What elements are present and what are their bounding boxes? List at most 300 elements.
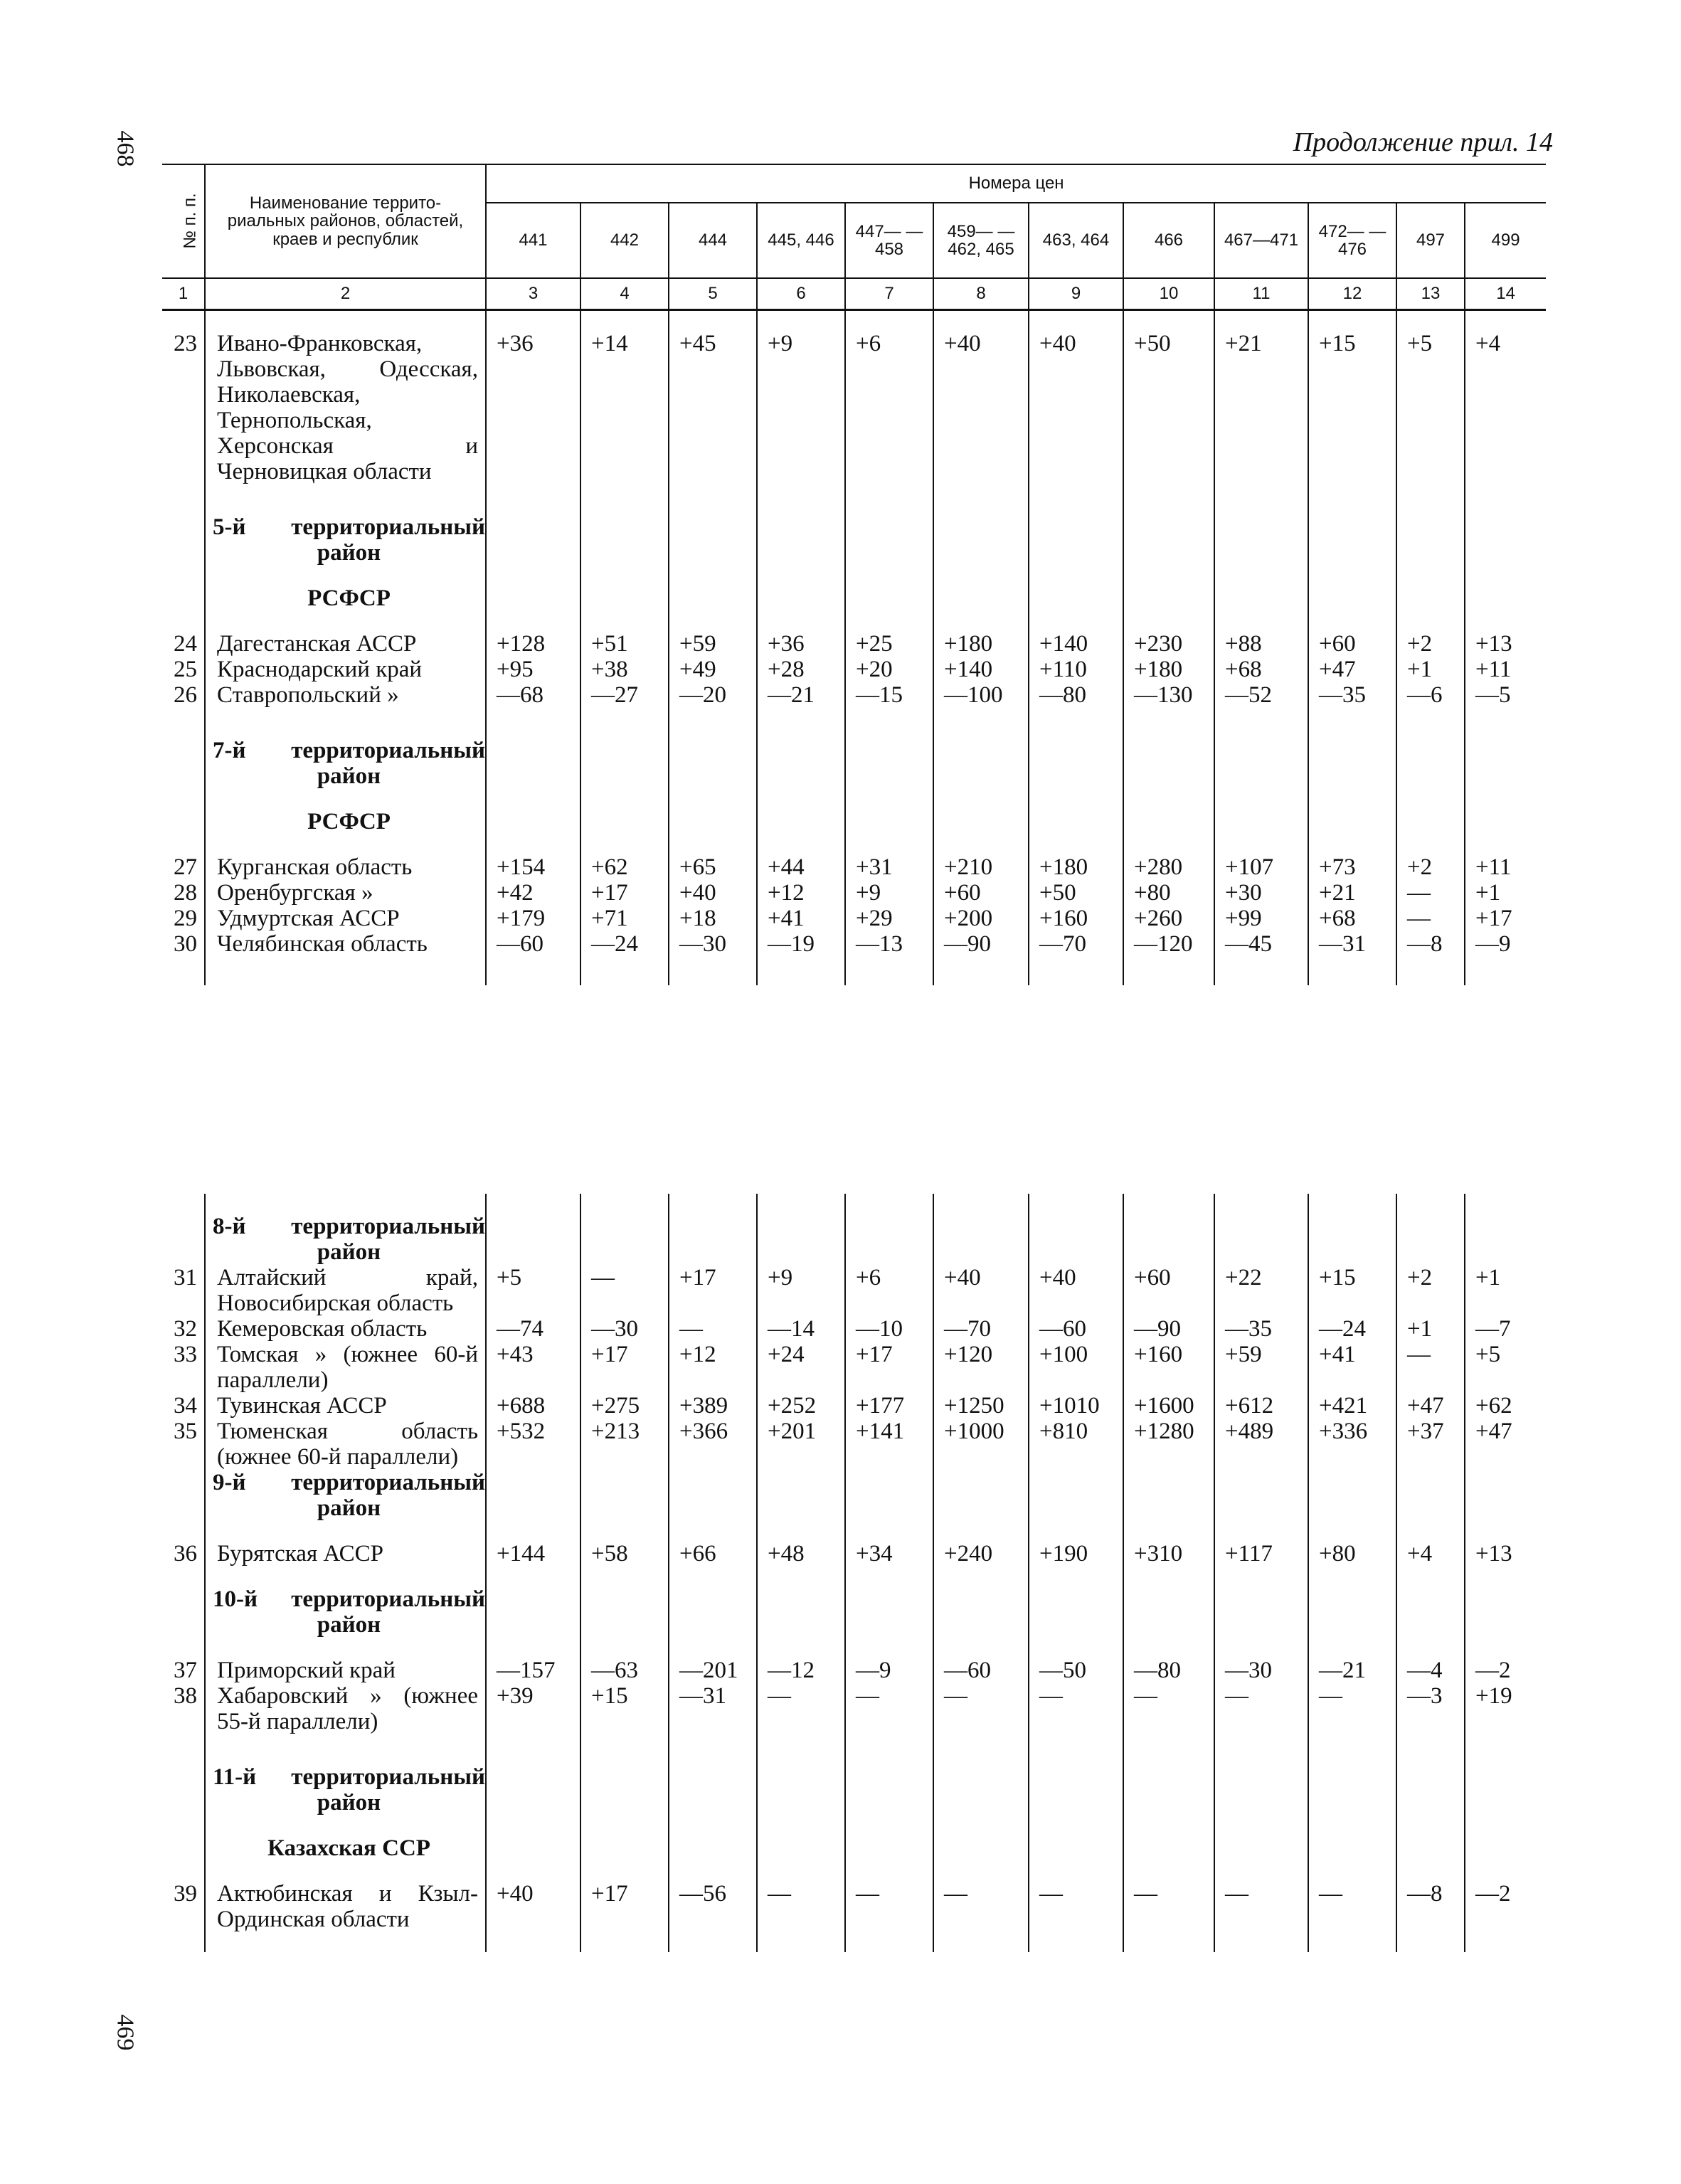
value-cell: +280 [1123,854,1214,880]
value-cell: +4 [1465,331,1546,484]
table-row [162,931,1546,957]
value-cell: +6 [845,1265,933,1316]
value-cell: +128 [486,631,580,657]
header-col: 497 [1396,203,1465,278]
region-name: Кемеровская область [205,1316,486,1342]
header-col: 447— —458 [845,203,933,278]
value-cell: +48 [757,1541,845,1567]
value-cell: +9 [845,880,933,906]
region-name: Алтайский край, Новосибирская область [205,1265,486,1316]
value-cell: +421 [1308,1393,1396,1419]
value-cell: +532 [486,1419,580,1470]
value-cell: +612 [1214,1393,1308,1419]
value-cell: —7 [1465,1316,1546,1342]
header-col: 445, 446 [757,203,845,278]
value-cell: +47 [1308,657,1396,682]
region-name: Оренбургская » [205,880,486,906]
value-cell: +40 [933,1265,1029,1316]
value-cell: +489 [1214,1419,1308,1470]
value-cell: +180 [933,631,1029,657]
value-cell: +1280 [1123,1419,1214,1470]
value-cell: +40 [486,1881,580,1932]
value-cell: +19 [1465,1683,1546,1734]
value-cell: +60 [933,880,1029,906]
table-sheet-top [162,164,1546,985]
row-number: 31 [174,1265,197,1290]
value-cell: —15 [845,682,933,708]
value-cell: —31 [669,1683,757,1734]
value-cell: +110 [1029,657,1123,682]
value-cell: +62 [1465,1393,1546,1419]
value-cell: —70 [1029,931,1123,957]
value-cell: +36 [486,331,580,484]
header-col: 463, 464 [1029,203,1123,278]
region-name: Тувинская АССР [205,1393,486,1419]
row-number: 24 [174,631,197,657]
value-cell: +21 [1308,880,1396,906]
table-row [162,657,1546,682]
table-row [162,1342,1546,1393]
table-sheet-bottom [162,1194,1546,1952]
header-col: 472— —476 [1308,203,1396,278]
value-cell: — [669,1316,757,1342]
region-name: Ивано-Франковская, Львовская, Одесская, Николаевская, Тернопольская, Херсонская и Черновицкая области [205,331,486,484]
value-cell: +1 [1396,657,1465,682]
col-number: 8 [933,278,1029,310]
value-cell: — [1029,1683,1123,1734]
header-col: 459— —462, 465 [933,203,1029,278]
section-heading-row [162,738,1546,789]
value-cell: +95 [486,657,580,682]
value-cell: — [1396,906,1465,931]
value-cell: — [580,1265,669,1316]
row-number: 33 [174,1342,197,1367]
value-cell: +58 [580,1541,669,1567]
value-cell: +73 [1308,854,1396,880]
value-cell: —100 [933,682,1029,708]
value-cell: —80 [1029,682,1123,708]
value-cell: +336 [1308,1419,1396,1470]
value-cell: +117 [1214,1541,1308,1567]
value-cell: +160 [1123,1342,1214,1393]
region-name: Челябинская область [205,931,486,957]
col-number: 1 [162,278,205,310]
col-number: 2 [205,278,486,310]
value-cell: —21 [757,682,845,708]
row-number: 37 [174,1658,197,1683]
header-col: 444 [669,203,757,278]
value-cell: —8 [1396,1881,1465,1932]
value-cell: +21 [1214,331,1308,484]
value-cell: +230 [1123,631,1214,657]
value-cell: — [1396,880,1465,906]
table-row [162,906,1546,931]
value-cell: +59 [669,631,757,657]
value-cell: —13 [845,931,933,957]
value-cell: +30 [1214,880,1308,906]
value-cell: —10 [845,1316,933,1342]
table-row [162,1419,1546,1470]
value-cell: +154 [486,854,580,880]
value-cell: —60 [1029,1316,1123,1342]
value-cell: +40 [1029,331,1123,484]
col-number: 13 [1396,278,1465,310]
value-cell: +34 [845,1541,933,1567]
value-cell: — [757,1683,845,1734]
value-cell: +17 [580,880,669,906]
value-cell: +37 [1396,1419,1465,1470]
value-cell: +107 [1214,854,1308,880]
value-cell: +140 [1029,631,1123,657]
value-cell: +275 [580,1393,669,1419]
value-cell: — [845,1683,933,1734]
value-cell: —60 [933,1658,1029,1683]
value-cell: +213 [580,1419,669,1470]
value-cell: +179 [486,906,580,931]
value-cell: —45 [1214,931,1308,957]
value-cell: +688 [486,1393,580,1419]
table-row [162,1265,1546,1316]
value-cell: +1250 [933,1393,1029,1419]
value-cell: —2 [1465,1881,1546,1932]
section-heading: 7-й территориальный район [205,738,486,789]
value-cell: —90 [1123,1316,1214,1342]
value-cell: +6 [845,331,933,484]
value-cell: +100 [1029,1342,1123,1393]
value-cell: —90 [933,931,1029,957]
value-cell: +25 [845,631,933,657]
value-cell: —157 [486,1658,580,1683]
row-number: 27 [174,854,197,880]
value-cell: +28 [757,657,845,682]
value-cell: +389 [669,1393,757,1419]
section-heading: 10-й территориальный район [205,1586,486,1638]
region-name: Дагестанская АССР [205,631,486,657]
value-cell: +11 [1465,657,1546,682]
value-cell: +66 [669,1541,757,1567]
value-cell: +17 [669,1265,757,1316]
section-heading: 8-й территориальный район [205,1214,486,1265]
value-cell: — [1214,1683,1308,1734]
value-cell: +39 [486,1683,580,1734]
value-cell: —201 [669,1658,757,1683]
value-cell: +2 [1396,854,1465,880]
col-number: 7 [845,278,933,310]
price-adjustment-table-bottom [162,1194,1546,1952]
value-cell: +190 [1029,1541,1123,1567]
value-cell: —60 [486,931,580,957]
section-heading: 5-й территориальный район [205,514,486,566]
value-cell: +210 [933,854,1029,880]
value-cell: —35 [1214,1316,1308,1342]
value-cell: —9 [845,1658,933,1683]
row-number: 29 [174,906,197,931]
value-cell: —52 [1214,682,1308,708]
value-cell: +20 [845,657,933,682]
value-cell: —56 [669,1881,757,1932]
value-cell: +12 [757,880,845,906]
republic-heading-row [162,809,1546,834]
section-heading: 9-й территориальный район [205,1470,486,1521]
value-cell: +11 [1465,854,1546,880]
value-cell: —2 [1465,1658,1546,1683]
section-heading-row [162,1470,1546,1521]
value-cell: +18 [669,906,757,931]
table-row [162,1393,1546,1419]
col-number: 9 [1029,278,1123,310]
value-cell: +4 [1396,1541,1465,1567]
region-name: Курганская область [205,854,486,880]
region-name: Ставропольский » [205,682,486,708]
row-number: 28 [174,880,197,906]
value-cell: +9 [757,1265,845,1316]
value-cell: +50 [1123,331,1214,484]
value-cell: +43 [486,1342,580,1393]
region-name: Тюменская область (южнее 60-й параллели) [205,1419,486,1470]
value-cell: +41 [1308,1342,1396,1393]
row-number: 34 [174,1393,197,1419]
value-cell: +14 [580,331,669,484]
republic-heading-row [162,585,1546,611]
col-number: 12 [1308,278,1396,310]
value-cell: +40 [933,331,1029,484]
value-cell: —130 [1123,682,1214,708]
section-heading-row [162,1586,1546,1638]
value-cell: — [1308,1683,1396,1734]
col-number: 4 [580,278,669,310]
value-cell: +42 [486,880,580,906]
value-cell: +24 [757,1342,845,1393]
value-cell: +240 [933,1541,1029,1567]
value-cell: +200 [933,906,1029,931]
table-row [162,631,1546,657]
value-cell: +40 [1029,1265,1123,1316]
value-cell: +68 [1214,657,1308,682]
page-number-bottom: 469 [112,2014,139,2051]
row-number: 30 [174,931,197,957]
col-number: 10 [1123,278,1214,310]
header-col: 466 [1123,203,1214,278]
value-cell: +252 [757,1393,845,1419]
value-cell: +1600 [1123,1393,1214,1419]
value-cell: —4 [1396,1658,1465,1683]
row-number: 32 [174,1316,197,1342]
value-cell: +40 [669,880,757,906]
value-cell: +5 [1465,1342,1546,1393]
value-cell: +49 [669,657,757,682]
section-heading-row [162,514,1546,566]
col-number: 5 [669,278,757,310]
value-cell: +17 [580,1342,669,1393]
value-cell: +17 [1465,906,1546,931]
value-cell: +17 [580,1881,669,1932]
value-cell: +120 [933,1342,1029,1393]
table-row [162,1316,1546,1342]
value-cell: —63 [580,1658,669,1683]
value-cell: +60 [1123,1265,1214,1316]
region-name: Актюбинская и Кзыл-Ординская области [205,1881,486,1932]
republic-heading: РСФСР [205,809,486,834]
value-cell: —50 [1029,1658,1123,1683]
value-cell: +15 [1308,331,1396,484]
value-cell: — [845,1881,933,1932]
header-number-cell [162,164,205,278]
value-cell: —30 [669,931,757,957]
value-cell: +12 [669,1342,757,1393]
row-number: 39 [174,1881,197,1907]
value-cell: +2 [1396,631,1465,657]
col-number: 3 [486,278,580,310]
value-cell: —12 [757,1658,845,1683]
value-cell: +15 [1308,1265,1396,1316]
row-number: 25 [174,657,197,682]
value-cell: —19 [757,931,845,957]
value-cell: — [933,1683,1029,1734]
table-row [162,880,1546,906]
value-cell: +51 [580,631,669,657]
region-name: Хабаровский » (южнее 55-й параллели) [205,1683,486,1734]
value-cell: — [1123,1881,1214,1932]
value-cell: —27 [580,682,669,708]
value-cell: —24 [1308,1316,1396,1342]
region-name: Бурятская АССР [205,1541,486,1567]
value-cell: +99 [1214,906,1308,931]
table-row [162,1658,1546,1683]
republic-heading-row [162,1835,1546,1861]
col-number: 14 [1465,278,1546,310]
table-row [162,854,1546,880]
value-cell: +13 [1465,1541,1546,1567]
value-cell: +1010 [1029,1393,1123,1419]
value-cell: +13 [1465,631,1546,657]
value-cell: —68 [486,682,580,708]
value-cell: +17 [845,1342,933,1393]
continuation-label: Продолжение прил. 14 [1293,127,1553,157]
value-cell: +1000 [933,1419,1029,1470]
value-cell: — [1029,1881,1123,1932]
value-cell: —35 [1308,682,1396,708]
value-cell: +810 [1029,1419,1123,1470]
value-cell: +310 [1123,1541,1214,1567]
header-col: 499 [1465,203,1546,278]
value-cell: +366 [669,1419,757,1470]
value-cell: +1 [1465,1265,1546,1316]
value-cell: +59 [1214,1342,1308,1393]
col-number: 6 [757,278,845,310]
value-cell: +38 [580,657,669,682]
page-number-top: 468 [112,130,139,167]
row-number: 26 [174,682,197,708]
section-heading-row [162,1764,1546,1815]
price-adjustment-table-top [162,164,1546,985]
value-cell: — [1308,1881,1396,1932]
section-heading: 11-й территориальный район [205,1764,486,1815]
value-cell: +1 [1465,880,1546,906]
value-cell: —24 [580,931,669,957]
value-cell: +201 [757,1419,845,1470]
value-cell: +47 [1465,1419,1546,1470]
value-cell: —9 [1465,931,1546,957]
value-cell: —21 [1308,1658,1396,1683]
value-cell: —20 [669,682,757,708]
table-row [162,1683,1546,1734]
value-cell: —14 [757,1316,845,1342]
value-cell: +160 [1029,906,1123,931]
value-cell: +22 [1214,1265,1308,1316]
value-cell: +62 [580,854,669,880]
region-name: Краснодарский край [205,657,486,682]
value-cell: +36 [757,631,845,657]
value-cell: +80 [1123,880,1214,906]
value-cell: +180 [1123,657,1214,682]
value-cell: —70 [933,1316,1029,1342]
value-cell: +80 [1308,1541,1396,1567]
region-name: Приморский край [205,1658,486,1683]
value-cell: —5 [1465,682,1546,708]
value-cell: +9 [757,331,845,484]
value-cell: +1 [1396,1316,1465,1342]
value-cell: —74 [486,1316,580,1342]
value-cell: +50 [1029,880,1123,906]
value-cell: +180 [1029,854,1123,880]
value-cell: — [1396,1342,1465,1393]
row-number: 36 [174,1541,197,1567]
value-cell: —120 [1123,931,1214,957]
value-cell: +68 [1308,906,1396,931]
value-cell: +88 [1214,631,1308,657]
header-name-label: Наименование террито-риальных районов, областей, краев и республик [205,164,486,278]
value-cell: — [933,1881,1029,1932]
value-cell: —8 [1396,931,1465,957]
value-cell: +47 [1396,1393,1465,1419]
header-col: 467—471 [1214,203,1308,278]
value-cell: +177 [845,1393,933,1419]
value-cell: +41 [757,906,845,931]
value-cell: —30 [1214,1658,1308,1683]
header-col: 441 [486,203,580,278]
value-cell: —80 [1123,1658,1214,1683]
value-cell: +65 [669,854,757,880]
value-cell: — [757,1881,845,1932]
table-row [162,1541,1546,1567]
table-row [162,331,1546,484]
row-number: 35 [174,1419,197,1444]
region-name: Томская » (южнее 60-й параллели) [205,1342,486,1393]
value-cell: +260 [1123,906,1214,931]
value-cell: — [1214,1881,1308,1932]
value-cell: +60 [1308,631,1396,657]
value-cell: +5 [1396,331,1465,484]
value-cell: +5 [486,1265,580,1316]
value-cell: +71 [580,906,669,931]
value-cell: —30 [580,1316,669,1342]
value-cell: —31 [1308,931,1396,957]
row-number: 23 [174,331,197,356]
row-number: 38 [174,1683,197,1709]
value-cell: +2 [1396,1265,1465,1316]
table-row [162,1881,1546,1932]
value-cell: +29 [845,906,933,931]
value-cell: +45 [669,331,757,484]
value-cell: +140 [933,657,1029,682]
republic-heading: РСФСР [205,585,486,611]
republic-heading: Казахская ССР [205,1835,486,1861]
header-group-label: Номера цен [486,164,1546,203]
region-name: Удмуртская АССР [205,906,486,931]
value-cell: +141 [845,1419,933,1470]
col-number: 11 [1214,278,1308,310]
value-cell: +15 [580,1683,669,1734]
